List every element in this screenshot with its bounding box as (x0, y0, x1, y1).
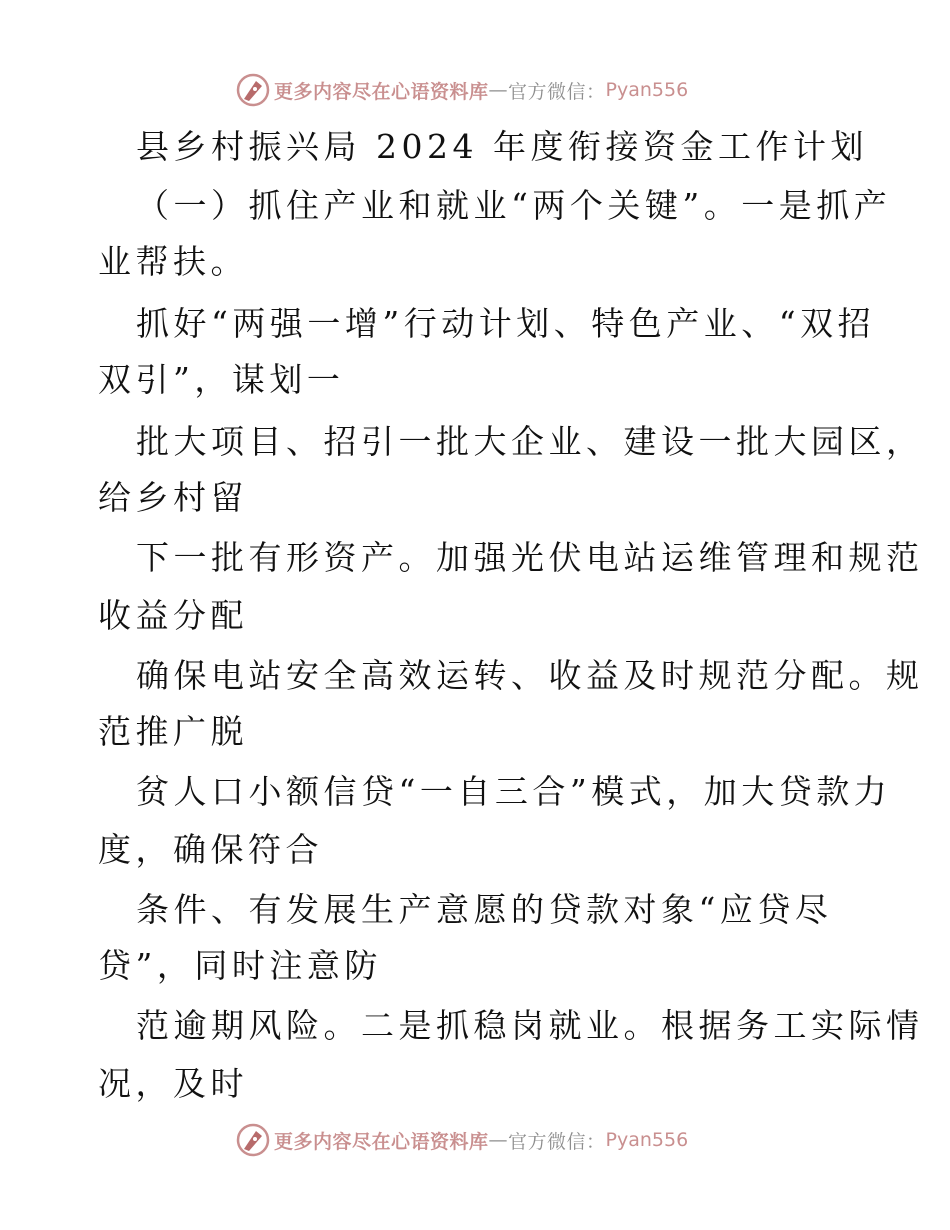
text-line: 况，及时 (98, 1064, 248, 1103)
watermark-wechat-label: 官方微信： (508, 80, 606, 103)
watermark-wechat-label: 官方微信： (508, 1130, 606, 1153)
watermark-text: 更多内容尽在心语资料库 (274, 1130, 489, 1153)
watermark-dash: — (488, 79, 509, 101)
watermark-wechat-id: Pyan556 (605, 1129, 689, 1151)
text-line: （一）抓住产业和就业“两个关键”。一是抓产 (136, 186, 892, 225)
text-line: 抓好“两强一增”行动计划、特色产业、“双招 (136, 304, 876, 343)
text-line: 给乡村留 (98, 478, 248, 517)
watermark-text: 更多内容尽在心语资料库 (274, 80, 489, 103)
text-line: 贷”，同时注意防 (98, 946, 382, 985)
document-title: 县乡村振兴局 2024 年度衔接资金工作计划 (136, 127, 868, 166)
text-line: 双引”，谋划一 (98, 360, 345, 399)
text-line: 收益分配 (98, 596, 248, 635)
text-line: 贫人口小额信贷“一自三合”模式，加大贷款力 (136, 772, 892, 811)
text-line: 下一批有形资产。加强光伏电站运维管理和规范 (136, 538, 924, 577)
text-line: 度，确保符合 (98, 830, 323, 869)
text-line: 范逾期风险。二是抓稳岗就业。根据务工实际情 (136, 1006, 924, 1045)
text-line: 业帮扶。 (98, 242, 248, 281)
watermark-wechat-id: Pyan556 (605, 79, 689, 101)
text-line: 范推广脱 (98, 712, 248, 751)
pen-nib-circle-icon (236, 1123, 270, 1157)
text-line: 条件、有发展生产意愿的贷款对象“应贷尽 (136, 890, 833, 929)
text-line: 批大项目、招引一批大企业、建设一批大园区， (136, 422, 924, 461)
watermark-footer (236, 1122, 688, 1158)
watermark-dash: — (488, 1129, 509, 1151)
text-line: 确保电站安全高效运转、收益及时规范分配。规 (136, 656, 924, 695)
